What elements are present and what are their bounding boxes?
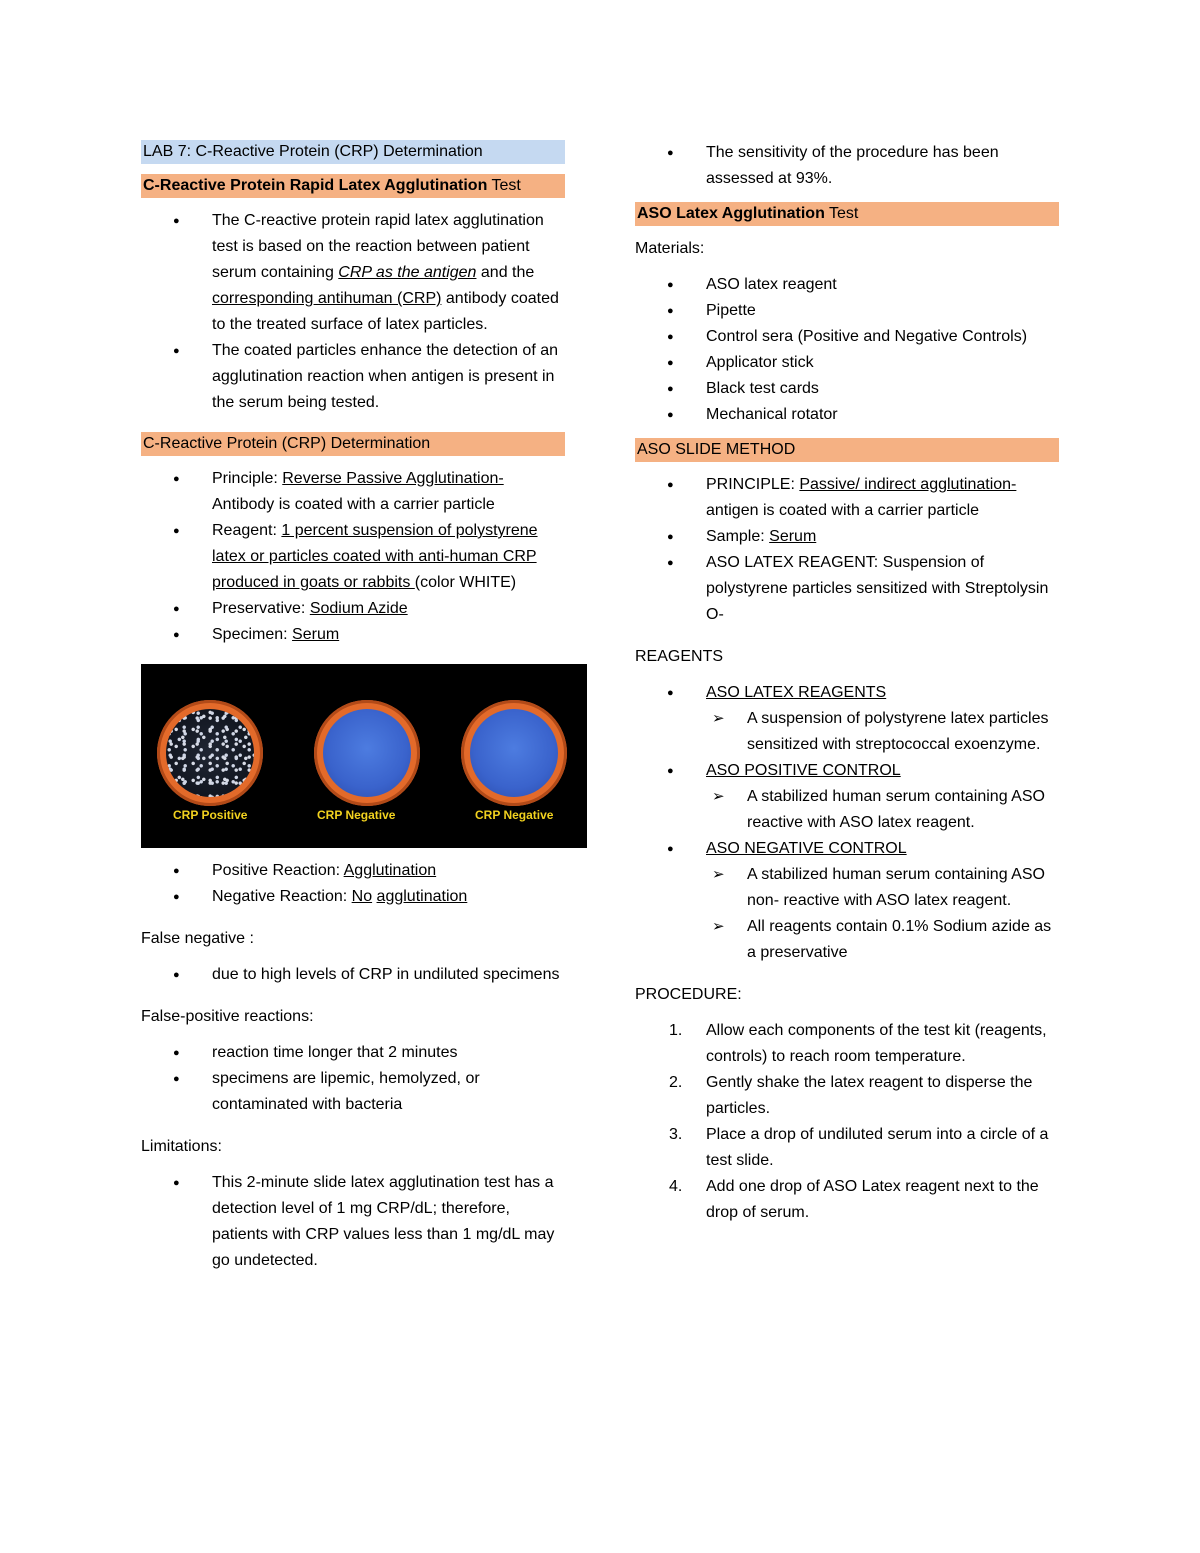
heading-bold-text: C-Reactive Protein Rapid Latex Agglutination <box>143 177 488 194</box>
list-item: ➢ All reagents contain 0.1% Sodium azide as a preservative <box>706 914 1059 966</box>
procedure-step: 2. Gently shake the latex reagent to disperse the particles. <box>669 1074 1033 1117</box>
heading-rest-text: Test <box>487 177 521 194</box>
procedure-step: 1. Allow each components of the test kit (reagents, controls) to reach room temperature. <box>669 1022 1047 1065</box>
negative-reaction-item: ● Negative Reaction: No agglutination <box>141 884 565 910</box>
list-item: ● The C-reactive protein rapid latex agglutination test is based on the reaction between patient serum containing CRP as the antigen and the corresponding antihuman (CRP) antibody coated to the treated surface of latex particles. <box>141 208 565 338</box>
preservative-item: ● Preservative: Sodium Azide <box>141 596 565 622</box>
procedure-step: 3. Place a drop of undiluted serum into a circle of a test slide. <box>669 1126 1049 1169</box>
crp-antigen-text: CRP as the antigen <box>338 264 477 281</box>
sensitivity-list <box>635 140 1059 192</box>
left-column <box>141 140 565 1274</box>
positive-control-item: ● ASO POSITIVE CONTROL ➢ A stabilized human serum containing ASO reactive with ASO latex reagent. <box>635 758 1059 836</box>
procedure-label: PROCEDURE: <box>635 986 742 1003</box>
false-negative-label: False negative : <box>141 930 254 947</box>
figure-label: CRP Negative <box>475 808 554 822</box>
false-positive-label: False-positive reactions: <box>141 1008 314 1025</box>
principle-item: ● PRINCIPLE: Passive/ indirect agglutination- antigen is coated with a carrier particle <box>635 472 1059 524</box>
specimen-item: ● Specimen: Serum <box>141 622 565 648</box>
materials-list <box>635 272 1059 428</box>
reagents-label: REAGENTS <box>635 648 724 665</box>
list-item: ● This 2-minute slide latex agglutination test has a detection level of 1 mg CRP/dL; therefore, patients with CRP values less than 1 mg/dL may go undetected. <box>141 1170 565 1274</box>
list-item: ● ASO latex reagent <box>635 272 1059 298</box>
negative-control-item: ● ASO NEGATIVE CONTROL ➢ A stabilized human serum containing ASO non- reactive with ASO latex reagent. ➢ All reagents contain 0.1% Sodium azide as a preservative <box>635 836 1059 966</box>
positive-reaction-item: ● Positive Reaction: Agglutination <box>141 858 565 884</box>
list-item: ● due to high levels of CRP in undiluted specimens <box>141 962 565 988</box>
list-item: ➢ A stabilized human serum containing ASO non- reactive with ASO latex reagent. <box>706 862 1059 914</box>
right-column <box>635 140 1059 1226</box>
crp-positive-circle <box>157 700 263 806</box>
list-item: ● specimens are lipemic, hemolyzed, or contaminated with bacteria <box>141 1066 565 1118</box>
list-item: ● Black test cards <box>635 376 1059 402</box>
latex-reagent-item: ● ASO LATEX REAGENTS ➢ A suspension of polystyrene latex particles sensitized with streptococcal exoenzyme. <box>635 680 1059 758</box>
figure-label: CRP Negative <box>317 808 396 822</box>
reagent-item: ● Reagent: 1 percent suspension of polystyrene latex or particles coated with anti-human CRP produced in goats or rabbits (color WHITE) <box>141 518 565 596</box>
crp-determination-list <box>141 466 565 648</box>
list-item: ● The sensitivity of the procedure has been assessed at 93%. <box>635 140 1059 192</box>
crp-rapid-list <box>141 208 565 416</box>
crp-negative-circle <box>461 700 567 806</box>
corresponding-antihuman-text: corresponding antihuman (CRP) <box>212 290 442 307</box>
list-item: ➢ A stabilized human serum containing ASO reactive with ASO latex reagent. <box>706 784 1059 836</box>
slide-method-list <box>635 472 1059 628</box>
aso-latex-reagent-item: ● ASO LATEX REAGENT: Suspension of polystyrene particles sensitized with Streptolysin O- <box>635 550 1059 628</box>
false-positive-list <box>141 1040 565 1118</box>
limitations-label: Limitations: <box>141 1138 222 1155</box>
list-item: ● The coated particles enhance the detection of an agglutination reaction when antigen is present in the serum being tested. <box>141 338 565 416</box>
lab-title: LAB 7: C-Reactive Protein (CRP) Determination <box>141 140 565 164</box>
materials-label: Materials: <box>635 240 705 257</box>
list-item: ● Applicator stick <box>635 350 1059 376</box>
figure-label: CRP Positive <box>173 808 248 822</box>
limitations-list <box>141 1170 565 1274</box>
false-negative-list <box>141 962 565 988</box>
section-heading-aso-latex: ASO Latex Agglutination Test <box>635 202 1059 226</box>
procedure-step: 4. Add one drop of ASO Latex reagent next to the drop of serum. <box>669 1178 1039 1221</box>
section-heading-crp-rapid <box>141 174 565 198</box>
crp-result-figure <box>141 664 587 848</box>
list-item: ➢ A suspension of polystyrene latex particles sensitized with streptococcal exoenzyme. <box>706 706 1059 758</box>
crp-negative-circle <box>314 700 420 806</box>
list-item: ● Control sera (Positive and Negative Controls) <box>635 324 1059 350</box>
procedure-list <box>635 1018 1059 1226</box>
list-item: ● Mechanical rotator <box>635 402 1059 428</box>
principle-item: ● Principle: Reverse Passive Agglutination- Antibody is coated with a carrier particle <box>141 466 565 518</box>
list-item: ● Pipette <box>635 298 1059 324</box>
reagents-list <box>635 680 1059 966</box>
list-item: ● reaction time longer that 2 minutes <box>141 1040 565 1066</box>
sample-item: ● Sample: Serum <box>635 524 1059 550</box>
reaction-list <box>141 858 565 910</box>
section-heading-crp-determination: C-Reactive Protein (CRP) Determination <box>141 432 565 456</box>
section-heading-aso-slide-method: ASO SLIDE METHOD <box>635 438 1059 462</box>
